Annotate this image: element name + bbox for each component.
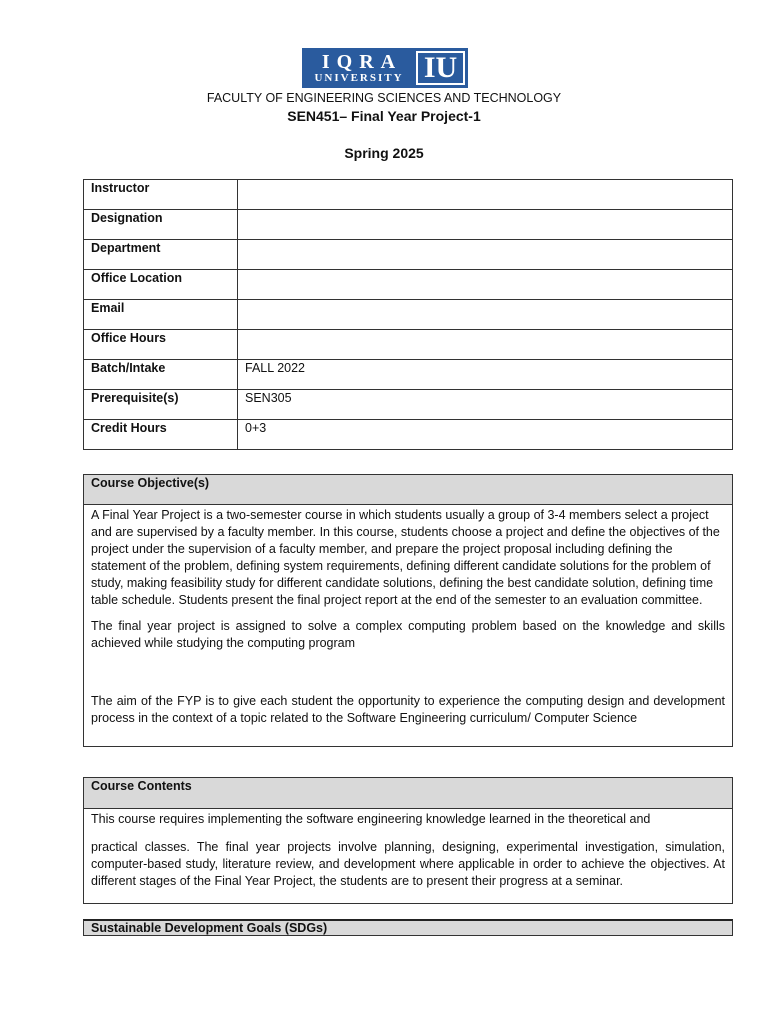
row-value [238,330,733,360]
row-label: Designation [84,210,238,240]
row-label: Prerequisite(s) [84,390,238,420]
row-value [238,240,733,270]
row-value [238,270,733,300]
table-row [84,360,733,390]
objectives-paragraph-3: The aim of the FYP is to give each student the opportunity to experience the computing design and development process in the context of a topic related to the Software Engineering curriculum/ Computer Science [91,694,725,725]
row-label: Office Location [84,270,238,300]
row-label: Office Hours [84,330,238,360]
row-label: Credit Hours [84,420,238,450]
university-logo [302,48,468,88]
row-label: Batch/Intake [84,360,238,390]
contents-paragraph-1: This course requires implementing the software engineering knowledge learned in the theoretical and [91,812,651,826]
table-row [84,330,733,360]
table-row [84,300,733,330]
row-value: 0+3 [238,420,733,450]
course-info-table [83,179,733,450]
table-row [84,180,733,210]
contents-paragraph-2: practical classes. The final year projects involve planning, designing, experimental investigation, simulation, computer-based study, literature review, and development where applicable in order to achieve the objectives. At different stages of the Final Year Project, the students are to present their progress at a seminar. [91,840,725,888]
row-label: Instructor [84,180,238,210]
section-body [84,809,732,896]
logo-text [302,48,416,88]
table-row [84,390,733,420]
section-body [84,505,732,733]
table-row [84,420,733,450]
objectives-paragraph-1: A Final Year Project is a two-semester course in which students usually a group of 3-4 members select a project and are supervised by a faculty member. In this course, students choose a project and define the objectives of the project under the supervision of a faculty member, and prepare the project proposal including defining the statement of the problem, defining system requirements, defining different candidate solutions for the problem of study, making feasibility study for different candidate solutions, defining the best candidate solution, defining time table schedule. Students present the final project report at the end of the semester to an evaluation committee. [91,508,720,607]
logo-mark: IU [416,51,465,85]
semester-title: Spring 2025 [344,145,424,161]
row-value: SEN305 [238,390,733,420]
sdg-section-heading: Sustainable Development Goals (SDGs) [83,919,733,936]
faculty-title: FACULTY OF ENGINEERING SCIENCES AND TECHNOLOGY [206,91,562,105]
row-value [238,180,733,210]
logo-bottom-text: UNIVERSITY [314,72,404,84]
course-contents-section [83,777,733,904]
row-value [238,210,733,240]
section-heading: Course Objective(s) [84,475,732,505]
objectives-paragraph-2: The final year project is assigned to solve a complex computing problem based on the knowledge and skills achieved while studying the computing program [91,619,725,650]
row-label: Department [84,240,238,270]
logo-top-text: IQRA [321,51,403,73]
section-heading: Course Contents [84,778,732,809]
row-label: Email [84,300,238,330]
table-row [84,270,733,300]
row-value [238,300,733,330]
table-row [84,210,733,240]
table-row [84,240,733,270]
course-title: SEN451– Final Year Project-1 [287,108,481,124]
row-value: FALL 2022 [238,360,733,390]
course-objectives-section [83,474,733,747]
